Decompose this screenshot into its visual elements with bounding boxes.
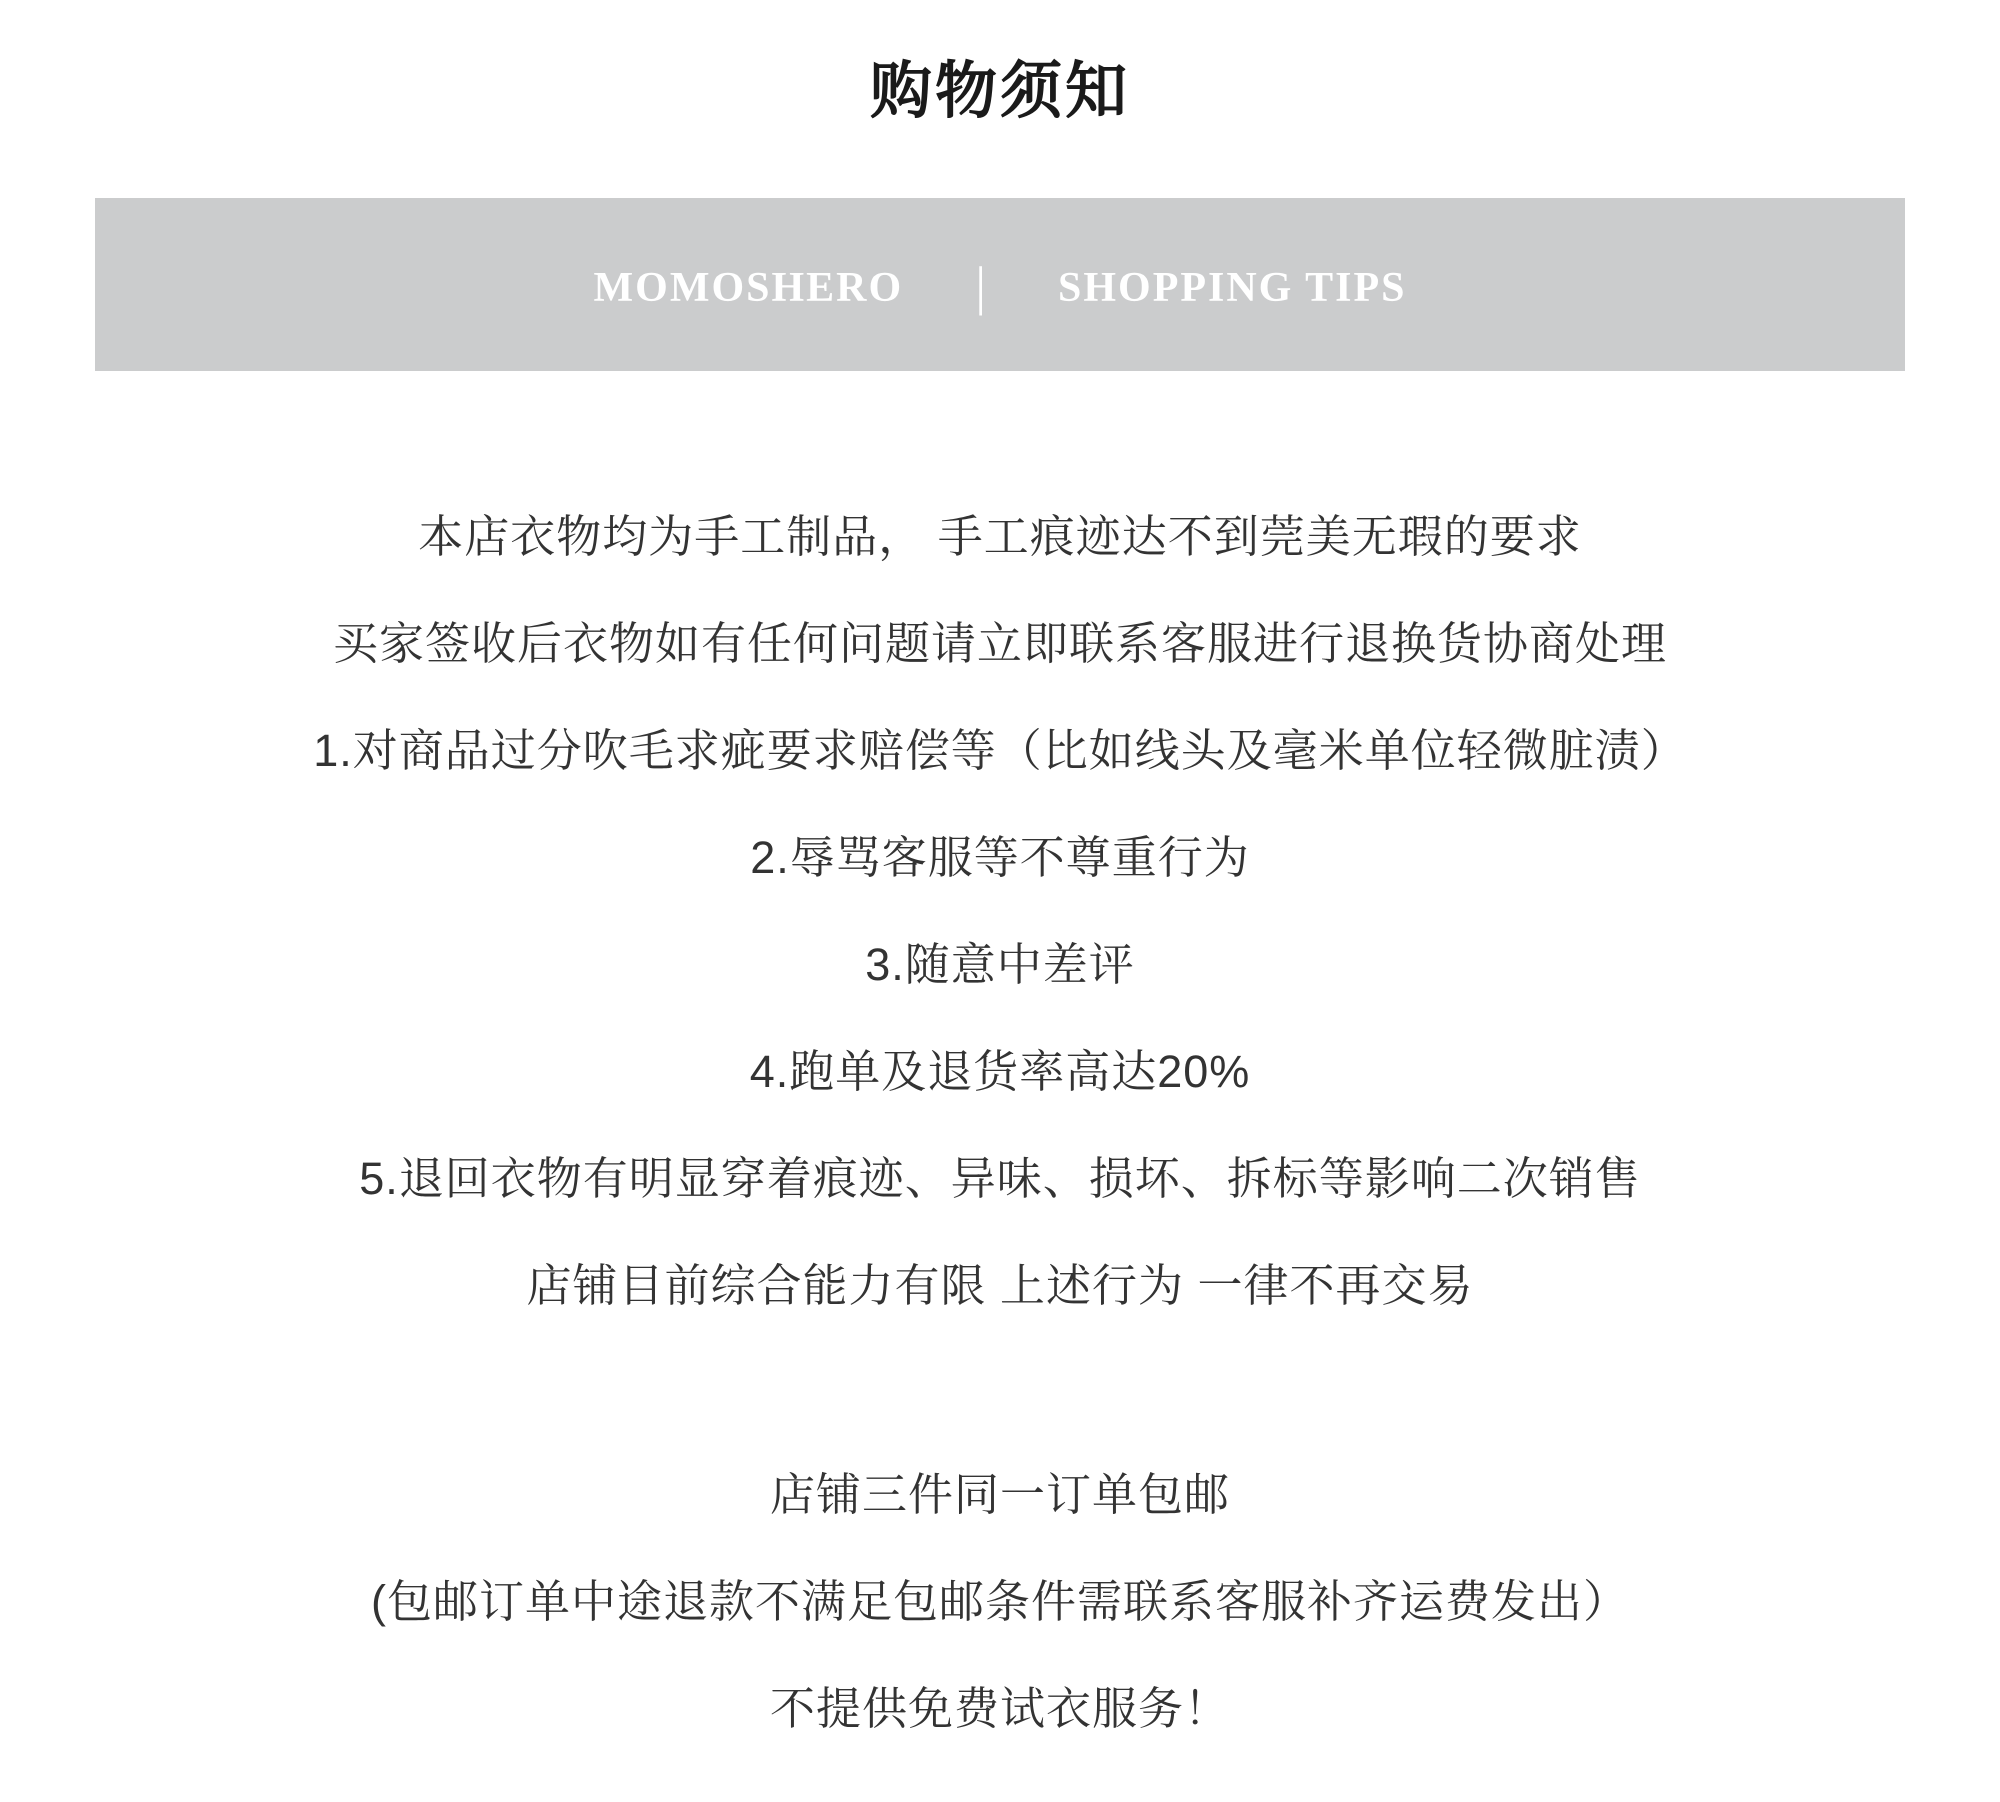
brand-name: MOMOSHERO xyxy=(593,265,904,312)
notice-line: 3.随意中差评 xyxy=(865,938,1135,990)
notice-line: 2.辱骂客服等不尊重行为 xyxy=(750,831,1250,883)
brand-banner xyxy=(95,198,1905,371)
notice-line: 1.对商品过分吹毛求疵要求赔偿等（比如线头及毫米单位轻微脏渍） xyxy=(313,724,1687,776)
notice-section xyxy=(0,371,2000,1311)
shipping-line: 不提供免费试衣服务！ xyxy=(769,1682,1230,1734)
notice-line: 本店衣物均为手工制品， 手工痕迹达不到莞美无瑕的要求 xyxy=(418,510,1582,562)
banner-label: SHOPPING TIPS xyxy=(1058,265,1407,312)
banner-divider: | xyxy=(975,256,986,317)
shipping-line: 店铺三件同一订单包邮 xyxy=(769,1468,1230,1520)
shipping-section xyxy=(0,1370,2000,1734)
shipping-line: (包邮订单中途退款不满足包邮条件需联系客服补齐运费发出） xyxy=(371,1575,1629,1627)
notice-line: 4.跑单及退货率高达20% xyxy=(749,1045,1251,1097)
page-title: 购物须知 xyxy=(869,57,1130,126)
notice-line: 买家签收后衣物如有任何问题请立即联系客服进行退换货协商处理 xyxy=(332,617,1667,669)
notice-line: 5.退回衣物有明显穿着痕迹、异味、损坏、拆标等影响二次销售 xyxy=(359,1152,1641,1204)
notice-line: 店铺目前综合能力有限 上述行为 一律不再交易 xyxy=(526,1259,1474,1311)
